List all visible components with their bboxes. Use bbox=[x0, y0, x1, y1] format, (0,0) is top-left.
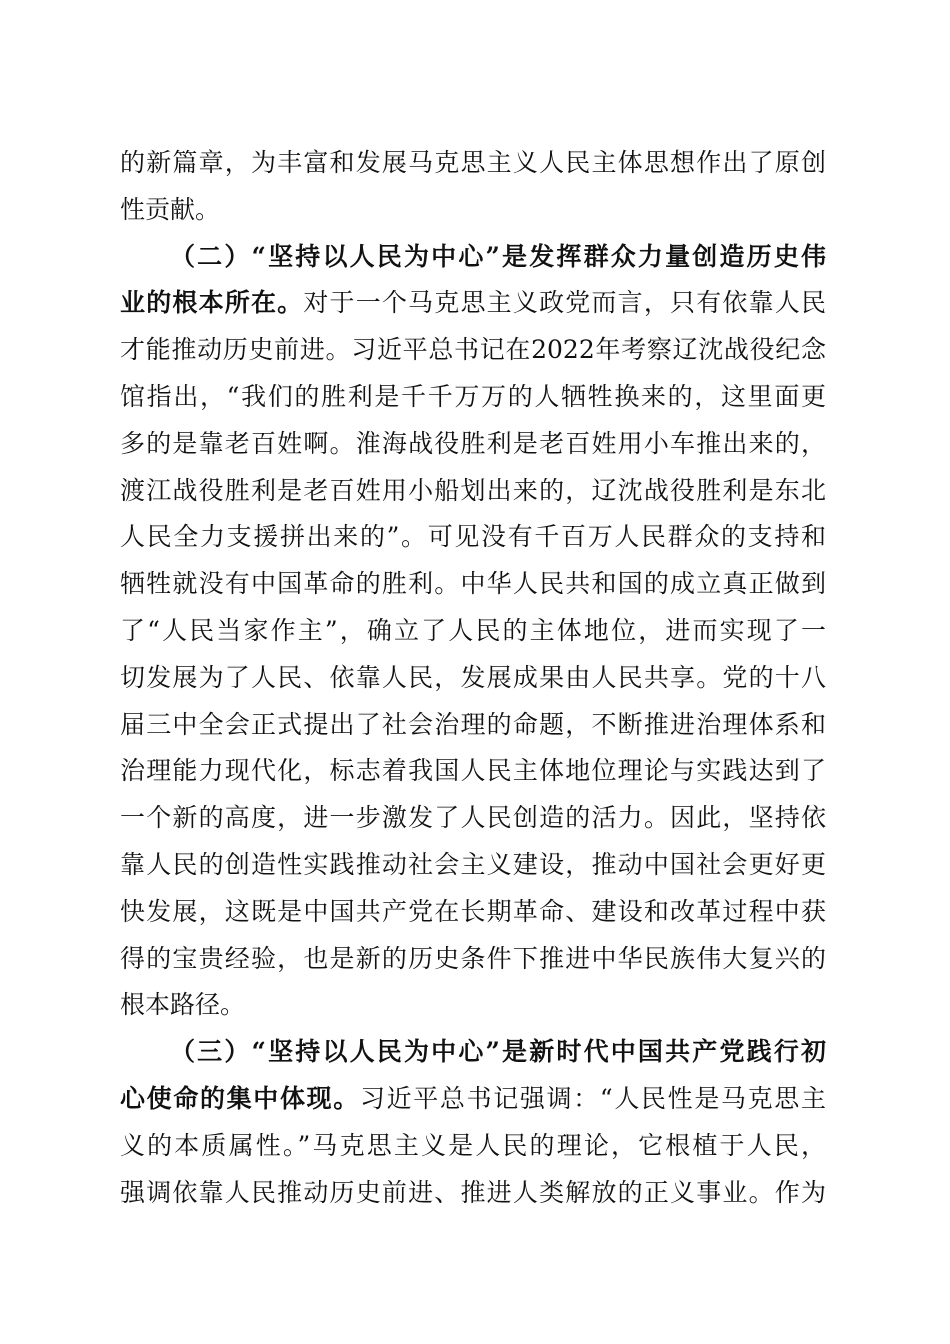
paragraph-2-line: 牺牲就没有中国革命的胜利。中华人民共和国的成立真正做到 bbox=[120, 569, 826, 599]
paragraph-3-line: 义的本质属性。”马克思主义是人民的理论，它根植于人民， bbox=[120, 1130, 826, 1160]
paragraph-2-line: 人民全力支援拼出来的”。可见没有千百万人民群众的支持和 bbox=[120, 522, 826, 552]
paragraph-3-heading-line-2: 心使命的集中体现。 bbox=[120, 1083, 360, 1113]
paragraph-2-line-last: 根本路径。 bbox=[120, 990, 246, 1020]
paragraph-2-line: 靠人民的创造性实践推动社会主义建设，推动中国社会更好更 bbox=[120, 849, 826, 879]
paragraph-2-line: 才能推动历史前进。习近平总书记在2022年考察辽沈战役纪念 bbox=[120, 335, 826, 365]
paragraph-2-line-2-rest: 对于一个马克思主义政党而言，只有依靠人民 bbox=[303, 288, 826, 318]
paragraph-2-line: 渡江战役胜利是老百姓用小船划出来的，辽沈战役胜利是东北 bbox=[120, 475, 826, 505]
paragraph-2-line: 得的宝贵经验，也是新的历史条件下推进中华民族伟大复兴的 bbox=[120, 943, 826, 973]
paragraph-2-heading-line-2: 业的根本所在。 bbox=[120, 288, 304, 318]
paragraph-2-line-2 bbox=[120, 280, 826, 327]
paragraph-1-line-2: 性贡献。 bbox=[120, 194, 221, 224]
body-text bbox=[120, 140, 826, 1216]
paragraph-2-line: 一个新的高度，进一步激发了人民创造的活力。因此，坚持依 bbox=[120, 803, 826, 833]
paragraph-2-line: 多的是靠老百姓啊。淮海战役胜利是老百姓用小车推出来的， bbox=[120, 428, 826, 458]
paragraph-2-heading-line-1: （二）“坚持以人民为中心”是发挥群众力量创造历史伟 bbox=[170, 241, 826, 271]
paragraph-3-heading-line-1: （三）“坚持以人民为中心”是新时代中国共产党践行初 bbox=[170, 1037, 826, 1067]
paragraph-2-line: 了“人民当家作主”，确立了人民的主体地位，进而实现了一 bbox=[120, 615, 826, 645]
paragraph-2-line: 切发展为了人民、依靠人民，发展成果由人民共享。党的十八 bbox=[120, 662, 826, 692]
paragraph-3-line-2 bbox=[120, 1076, 826, 1123]
paragraph-3-line: 强调依靠人民推动历史前进、推进人类解放的正义事业。作为 bbox=[120, 1177, 826, 1207]
paragraph-3-line-2-rest: 习近平总书记强调：“人民性是马克思主 bbox=[359, 1083, 826, 1113]
paragraph-2-line: 届三中全会正式提出了社会治理的命题，不断推进治理体系和 bbox=[120, 709, 826, 739]
paragraph-2-line: 治理能力现代化，标志着我国人民主体地位理论与实践达到了 bbox=[120, 756, 826, 786]
paragraph-1-line-1: 的新篇章，为丰富和发展马克思主义人民主体思想作出了原创 bbox=[120, 148, 826, 177]
paragraph-2-line: 馆指出，“我们的胜利是千千万万的人牺牲换来的，这里面更 bbox=[120, 381, 826, 411]
paragraph-2-line: 快发展，这既是中国共产党在长期革命、建设和改革过程中获 bbox=[120, 896, 826, 926]
